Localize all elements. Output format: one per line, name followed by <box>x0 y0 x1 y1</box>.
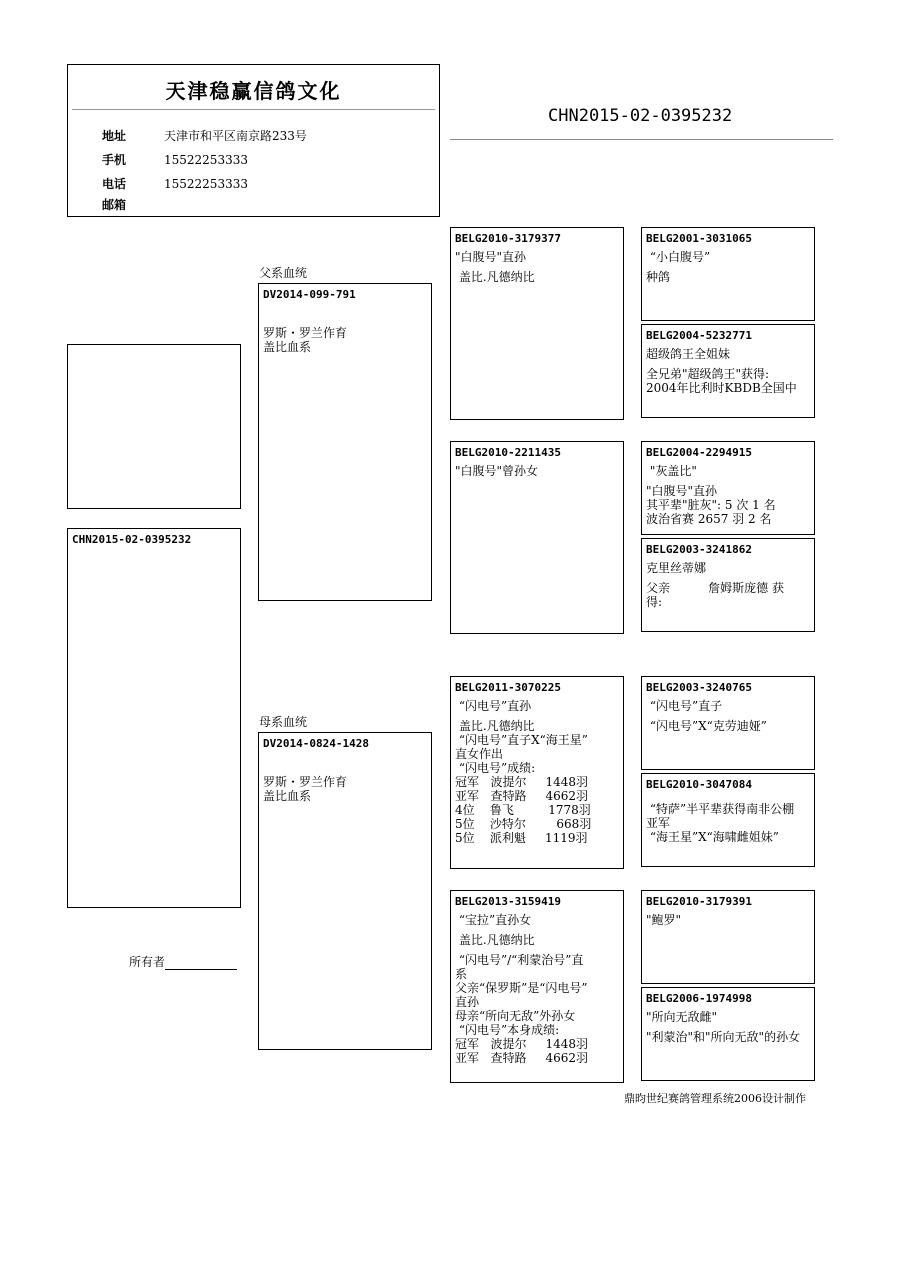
phone-row <box>102 175 248 192</box>
sds-ring: BELG2004-2294915 <box>646 446 752 459</box>
phone-label: 电话 <box>102 177 127 191</box>
subject-ring: CHN2015-02-0395232 <box>72 533 192 546</box>
dam-sire-line: “闪电号”成绩: <box>455 761 536 775</box>
sds-line: 波治省赛 2657 羽 2 名 <box>646 512 772 526</box>
sire-dam-box <box>450 441 624 634</box>
sdd-box <box>641 538 815 632</box>
sire-line: 罗斯・罗兰作育 <box>263 326 348 340</box>
dam-dam-box <box>450 890 624 1083</box>
ssd-ring: BELG2004-5232771 <box>646 329 752 342</box>
owner-field <box>129 953 237 970</box>
club-title: 天津稳赢信鸽文化 <box>165 79 342 103</box>
dam-dam-line: 亚军 查特路 4662羽 <box>455 1051 589 1065</box>
dds-ring: BELG2010-3179391 <box>646 895 752 908</box>
dam-dam-line: 冠军 波提尔 1448羽 <box>455 1037 589 1051</box>
dss-line: “闪电号”直子 <box>646 699 723 713</box>
dam-sire-line: 5位 派利魁 1119羽 <box>455 831 588 845</box>
dam-dam-line: “闪电号”本身成绩: <box>455 1023 560 1037</box>
dam-sire-line: 冠军 波提尔 1448羽 <box>455 775 589 789</box>
dam-dam-line: 母亲“所向无敌”外孙女 <box>455 1009 576 1023</box>
club-info-box <box>67 64 440 217</box>
club-divider <box>72 109 435 110</box>
dam-sire-line: 4位 鲁飞 1778羽 <box>455 803 591 817</box>
sire-sire-line: 盖比.凡德纳比 <box>455 270 535 284</box>
sds-line: "灰盖比" <box>646 464 697 478</box>
sds-box <box>641 441 815 535</box>
address-row <box>102 127 307 144</box>
ddd-ring: BELG2006-1974998 <box>646 992 752 1005</box>
dam-line: 罗斯・罗兰作育 <box>263 775 348 789</box>
dam-sire-ring: BELG2011-3070225 <box>455 681 561 694</box>
ssd-box <box>641 324 815 418</box>
sss-box <box>641 227 815 321</box>
owner-label: 所有者 <box>129 955 166 969</box>
sire-line: 盖比血系 <box>263 340 312 354</box>
dds-line: "鲍罗" <box>646 913 682 927</box>
sire-dam-line: "白腹号"曾孙女 <box>455 464 539 478</box>
ssd-line: 超级鸽王全姐妹 <box>646 347 731 361</box>
dam-dam-line: 父亲“保罗斯”是“闪电号” <box>455 981 588 995</box>
sdd-line: 克里丝蒂娜 <box>646 561 707 575</box>
owner-blank <box>165 957 237 970</box>
dam-sire-line: 5位 沙特尔 668羽 <box>455 817 592 831</box>
phone-value: 15522253333 <box>164 177 248 191</box>
dam-dam-line: “宝拉”直孙女 <box>455 913 532 927</box>
dss-box <box>641 676 815 770</box>
dss-line: “闪电号”X“克劳迪娅” <box>646 719 767 733</box>
main-ring-number: CHN2015-02-0395232 <box>548 106 733 126</box>
sire-sire-box <box>450 227 624 420</box>
ddd-box <box>641 987 815 1081</box>
subject-box <box>67 528 241 908</box>
dam-sire-line: 直女作出 <box>455 747 504 761</box>
address-label: 地址 <box>102 129 127 143</box>
dss-ring: BELG2003-3240765 <box>646 681 752 694</box>
mobile-row <box>102 151 248 168</box>
sss-ring: BELG2001-3031065 <box>646 232 752 245</box>
sire-box <box>258 283 432 601</box>
dsd-line: “特萨”半平辈获得南非公棚 <box>646 802 795 816</box>
dsd-box <box>641 773 815 867</box>
main-ring-divider <box>450 139 833 140</box>
dsd-line: “海王星”X“海啸雌姐妹” <box>646 830 779 844</box>
dam-sire-line: 亚军 查特路 4662羽 <box>455 789 589 803</box>
ddd-line: "利蒙治"和"所向无敌"的孙女 <box>646 1030 801 1044</box>
dam-dam-line: 直孙 <box>455 995 480 1009</box>
sds-line: 其平辈"脏灰": 5 次 1 名 <box>646 498 776 512</box>
ssd-line: 2004年比利时KBDB全国中 <box>646 381 797 395</box>
dsd-line: 亚军 <box>646 816 671 830</box>
sdd-ring: BELG2003-3241862 <box>646 543 752 556</box>
dam-dam-line: 系 <box>455 967 468 981</box>
email-label: 邮箱 <box>102 198 127 212</box>
footer-credit: 鼎昀世纪赛鸽管理系统2006设计制作 <box>624 1092 806 1105</box>
dam-sire-line: “闪电号”直子X“海王星” <box>455 733 588 747</box>
sire-line-label: 父系血统 <box>259 266 308 280</box>
sire-ring: DV2014-099-791 <box>263 288 356 301</box>
address-value: 天津市和平区南京路233号 <box>164 129 307 143</box>
pigeon-photo-box <box>67 344 241 509</box>
sdd-line: 父亲 詹姆斯庞德 获 <box>646 581 784 595</box>
sdd-line: 得: <box>646 595 663 609</box>
email-row <box>102 196 164 213</box>
sire-sire-ring: BELG2010-3179377 <box>455 232 561 245</box>
dam-dam-line: “闪电号”/“利蒙治号”直 <box>455 953 584 967</box>
sss-line: “小白腹号” <box>646 250 711 264</box>
dam-sire-line: 盖比.凡德纳比 <box>455 719 535 733</box>
dds-box <box>641 890 815 984</box>
dam-ring: DV2014-0824-1428 <box>263 737 369 750</box>
dam-dam-ring: BELG2013-3159419 <box>455 895 561 908</box>
mobile-label: 手机 <box>102 153 127 167</box>
sss-line: 种鸽 <box>646 270 671 284</box>
sds-line: "白腹号"直孙 <box>646 484 718 498</box>
dsd-ring: BELG2010-3047084 <box>646 778 752 791</box>
mobile-value: 15522253333 <box>164 153 248 167</box>
ssd-line: 全兄弟"超级鸽王"获得: <box>646 367 770 381</box>
dam-sire-box <box>450 676 624 869</box>
sire-dam-ring: BELG2010-2211435 <box>455 446 561 459</box>
dam-box <box>258 732 432 1050</box>
dam-line-label: 母系血统 <box>259 715 308 729</box>
ddd-line: "所向无敌雌" <box>646 1010 718 1024</box>
dam-line: 盖比血系 <box>263 789 312 803</box>
sire-sire-line: "白腹号"直孙 <box>455 250 527 264</box>
dam-sire-line: “闪电号”直孙 <box>455 699 532 713</box>
dam-dam-line: 盖比.凡德纳比 <box>455 933 535 947</box>
